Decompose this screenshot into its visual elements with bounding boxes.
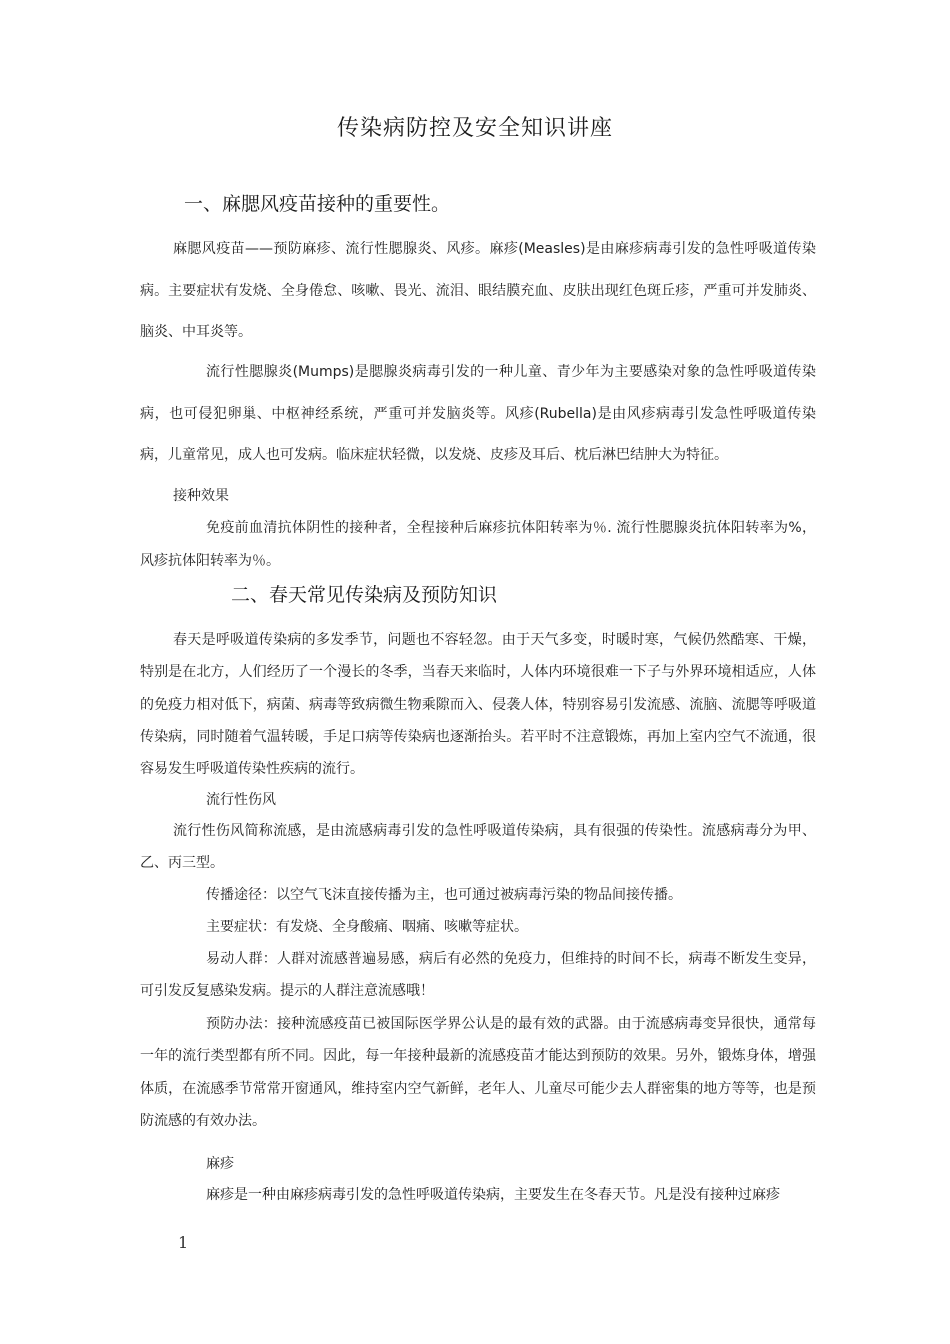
influenza-label: 流行性伤风 bbox=[206, 792, 276, 808]
section2-heading: 二、春天常见传染病及预防知识 bbox=[231, 584, 498, 606]
influenza-susceptible-groups: 易动人群：人群对流感普遍易感，病后有必然的免疫力，但维持的时间不长，病毒不断发生变异，可引发反复感染发病。提示的人群注意流感哦！ bbox=[140, 951, 816, 1000]
measles-label: 麻疹 bbox=[206, 1156, 234, 1172]
document-title: 传染病防控及安全知识讲座 bbox=[336, 116, 613, 141]
vaccination-effect-label: 接种效果 bbox=[173, 488, 229, 504]
influenza-paragraph: 流行性伤风简称流感，是由流感病毒引发的急性呼吸道传染病，具有很强的传染性。流感病毒分为甲、乙、丙三型。 bbox=[140, 823, 816, 872]
measles-paragraph: 麻疹是一种由麻疹病毒引发的急性呼吸道传染病，主要发生在冬春天节。凡是没有接种过麻疹 bbox=[206, 1187, 780, 1203]
section1-heading: 一、麻腮风疫苗接种的重要性。 bbox=[184, 193, 451, 215]
section1-paragraph-1: 麻腮风疫苗——预防麻疹、流行性腮腺炎、风疹。麻疹(Measles)是由麻疹病毒引发的急性呼吸道传染病。主要症状有发烧、全身倦怠、咳嗽、畏光、流泪、眼结膜充血、皮肤出现红色斑丘疹，严重可并发肺炎、脑炎、中耳炎等。 bbox=[140, 241, 816, 340]
page-number: 1 bbox=[178, 1233, 189, 1252]
influenza-symptoms: 主要症状：有发烧、全身酸痛、咽痛、咳嗽等症状。 bbox=[206, 919, 528, 935]
section1-paragraph-3: 免疫前血清抗体阴性的接种者，全程接种后麻疹抗体阳转率为％. 流行性腮腺炎抗体阳转率为%，风疹抗体阳转率为％。 bbox=[140, 520, 816, 569]
section2-paragraph-1: 春天是呼吸道传染病的多发季节，问题也不容轻忽。由于天气多变，时暖时寒，气候仍然酷寒、干燥，特别是在北方，人们经历了一个漫长的冬季，当春天来临时，人体内环境很难一下子与外界环境相适应，人体的免疫力相对低下，病菌、病毒等致病微生物乘隙而入、侵袭人体，特别容易引发流感、流脑、流腮等呼吸道传染病，同时随着气温转暖，手足口病等传染病也逐渐抬头。若平时不注意锻炼，再加上室内空气不流通，很容易发生呼吸道传染性疾病的流行。 bbox=[140, 632, 816, 778]
influenza-prevention: 预防办法：接种流感疫苗已被国际医学界公认是的最有效的武器。由于流感病毒变异很快，通常每一年的流行类型都有所不同。因此，每一年接种最新的流感疫苗才能达到预防的效果。另外，锻炼身体，增强体质，在流感季节常常开窗通风，维持室内空气新鲜，老年人、儿童尽可能少去人群密集的地方等等，也是预防流感的有效办法。 bbox=[140, 1016, 816, 1129]
influenza-transmission-route: 传播途径：以空气飞沫直接传播为主，也可通过被病毒污染的物品间接传播。 bbox=[206, 887, 682, 903]
section1-paragraph-2: 流行性腮腺炎(Mumps)是腮腺炎病毒引发的一种儿童、青少年为主要感染对象的急性呼吸道传染病，也可侵犯卵巢、中枢神经系统，严重可并发脑炎等。风疹(Rubella)是由风疹病毒引发急性呼吸道传染病，儿童常见，成人也可发病。临床症状轻微，以发烧、皮疹及耳后、枕后淋巴结肿大为特征。 bbox=[140, 364, 816, 463]
